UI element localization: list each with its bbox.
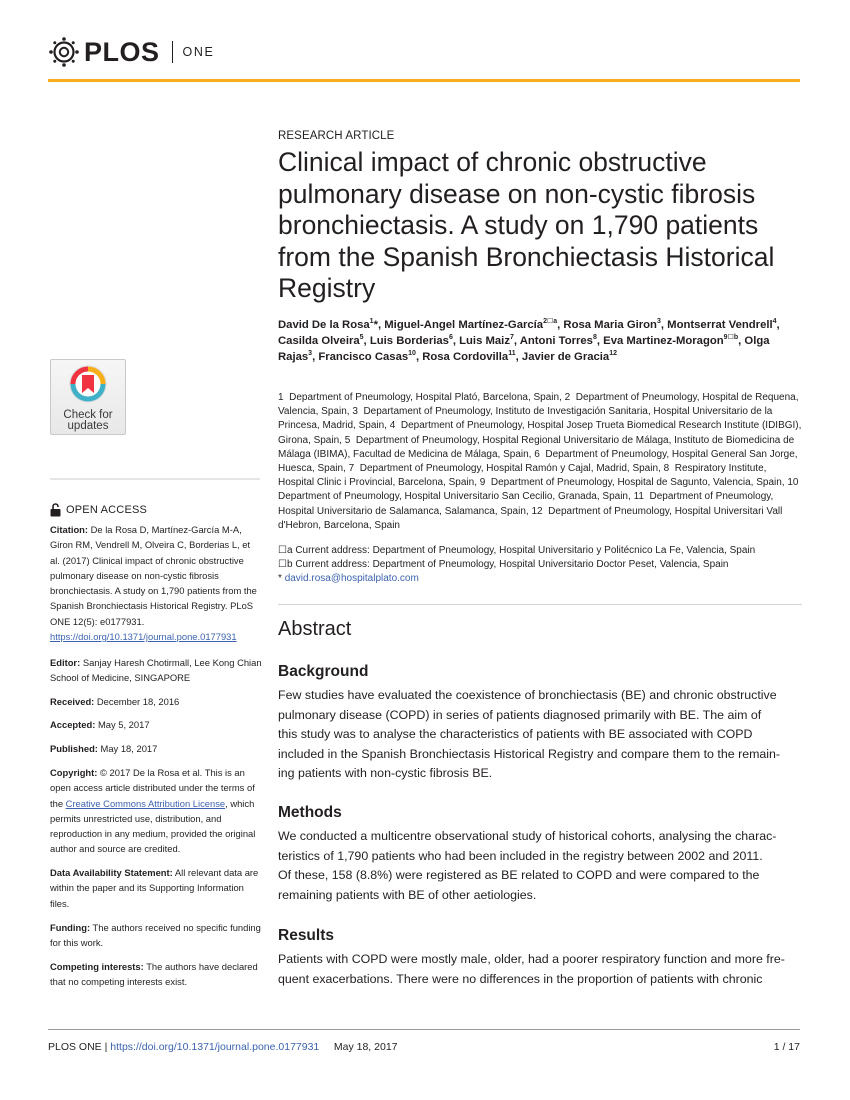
copyright-text-end: , which permits unrestricted use, distribution, and reproduction in any medium, provided the original author and source are credited. — [50, 797, 256, 855]
text-line: Few studies have evaluated the coexistence of bronchiectasis (BE) and chronic obstructive — [278, 688, 777, 702]
affiliation-number: 5 — [344, 434, 351, 446]
received-date: December 18, 2016 — [96, 696, 180, 707]
open-access-label — [50, 503, 147, 517]
author-name: Miguel-Angel Martínez-García — [384, 319, 544, 331]
current-addresses — [278, 544, 802, 587]
funding-block — [50, 920, 262, 951]
affiliation-text: Department of Pneumology, Hospital Ramón y Cajal, Madrid, Spain, — [359, 463, 661, 475]
author-affiliation-ref: 5 — [359, 333, 364, 341]
text-line: We conducted a multicentre observational study of historical cohorts, analysing the charac- — [278, 829, 777, 843]
editor-block — [50, 655, 262, 686]
text-line: quent exacerbations. There were no differences in the proportion of patients with chronic — [278, 971, 763, 986]
logo-divider — [172, 41, 173, 63]
header-rule — [48, 79, 800, 82]
results-heading: Results — [278, 927, 334, 944]
funding-label: Funding: — [50, 922, 91, 933]
affiliation-text: Department of Pneumology, Hospital Josep Trueta Biomedical Research Institute (IDIBGI), Girona, Spain, — [278, 420, 802, 446]
author-name: Olga Rajas — [278, 334, 770, 363]
crossmark-label: Check for updates — [63, 409, 113, 432]
copyright-label: Copyright: — [50, 767, 98, 778]
author-affiliation-ref: 10 — [408, 349, 416, 357]
citation-text: De la Rosa D, Martínez-García M-A, Giron RM, Vendrell M, Olveira C, Borderias L, et al. (2017) Clinical impact of chronic obstructive pulmonary disease on non-cystic fibrosis bronchiectasis. A study on 1,790 patients from the Spanish Bronchiectasis Historical Registry. PLoS ONE 12(5): e0177931. — [50, 524, 257, 627]
author-name: Francisco Casas — [318, 350, 409, 363]
page-number: 1 / 17 — [773, 1041, 800, 1053]
accepted-date: May 5, 2017 — [97, 719, 150, 730]
author-name: Javier de Gracia — [521, 350, 610, 363]
author-name: Rosa Cordovilla — [422, 350, 509, 363]
footer-doi-link[interactable]: https://doi.org/10.1371/journal.pone.0177931 — [110, 1041, 320, 1053]
data-availability-block — [50, 865, 262, 911]
author-name: Montserrat Vendrell — [667, 319, 773, 331]
author-affiliation-ref: 12 — [609, 349, 618, 357]
author-name: David De la Rosa — [278, 319, 370, 331]
affiliation-text: Department of Pneumology, Hospital Universitario de Salamanca, Salamanca, Spain, — [278, 491, 774, 517]
author-name: Antoni Torres — [519, 334, 593, 347]
affiliation-number: 8 — [663, 463, 670, 475]
background-heading: Background — [278, 663, 369, 680]
competing-interests-block — [50, 959, 262, 990]
citation-label: Citation: — [50, 524, 89, 535]
affiliation-text: Departament of Pneumology, Instituto de Investigación Sanitaria, Hospital Universitario de la Princesa, Madrid, Spain, — [278, 406, 773, 432]
affiliation-text: Department of Pneumology, Hospital Universitari Vall d'Hebron, Barcelona, Spain — [278, 505, 783, 531]
text-line: included in the Spanish Bronchiectasis Historical Registry and compare them to the remain- — [278, 746, 781, 761]
text-line: Of these, 158 (8.8%) were registered as BE related to COPD and were compared to the — [278, 868, 760, 883]
plos-mark-icon — [48, 36, 80, 68]
affiliation-number: 1 — [278, 392, 284, 403]
text-line: Patients with COPD were mostly male, older, had a poorer respiratory function and more fre- — [278, 952, 785, 966]
received-label: Received: — [50, 696, 95, 707]
footer-rule — [48, 1029, 800, 1030]
corresponding-email — [278, 572, 802, 586]
text-line: this study was to analyse the characteristics of patients with BE associated with COPD — [278, 727, 753, 742]
affiliation-text: Department of Pneumology, Hospital Regional Universitario de Málaga, Instituto de Biomedicina de Málaga (IBIMA), Facultad de Medicina de Málaga, Spain, — [278, 434, 795, 460]
crossmark-icon — [68, 364, 108, 404]
data-availability-text: All relevant data are within the paper and its Supporting Information files. — [50, 867, 259, 909]
publisher-name: PLOS — [84, 36, 160, 67]
license-link[interactable]: Creative Commons Attribution License — [65, 797, 226, 809]
text-line: remaining patients with BE of other aetiologies. — [278, 887, 537, 902]
accepted-block — [50, 717, 262, 732]
affiliation-text: Department of Pneumology, Hospital General San Jorge, Huesca, Spain, — [278, 448, 798, 475]
copyright-block — [50, 765, 262, 857]
author-list: David De la Rosa$^1$*, Miguel-Angel Martínez-García$^{2☐a}$, Rosa Maria Giron$^3$, Montserrat Vendrell$^4$, Casilda Olveira$^5$, Luis Borderias$^6$, Luis Maiz$^7$, Antoni Torres$^8$, Eva Martinez-Moragon$^{9☐b}$, Olga Rajas$^3$, Francisco Casas$^{10}$, Rosa Cordovilla$^{11}$, Javier de Gracia$^{12}$ — [278, 318, 780, 363]
footer-date: May 18, 2017 — [333, 1041, 398, 1053]
competing-interests-label: Competing interests: — [50, 961, 144, 972]
author-affiliation-ref: 6 — [448, 333, 453, 341]
check-for-updates-badge[interactable] — [50, 359, 126, 435]
page-footer — [48, 1041, 398, 1053]
author-name: Eva Martinez-Moragon — [603, 334, 724, 347]
affiliation-number: 10 — [787, 477, 799, 489]
affiliation-number: 7 — [348, 463, 355, 475]
data-availability-label: Data Availability Statement: — [50, 867, 173, 878]
author-name: Rosa Maria Giron — [563, 319, 657, 331]
results-text — [278, 950, 802, 989]
author-affiliation-ref: 3 — [308, 349, 313, 357]
author-name: Casilda Olveira — [278, 334, 360, 347]
author-affiliation-ref: 9☐b — [723, 333, 739, 341]
author-affiliation-ref: 2☐a — [543, 318, 558, 325]
citation-doi-link[interactable]: https://doi.org/10.1371/journal.pone.0177931 — [50, 631, 237, 643]
open-access-text: OPEN ACCESS — [66, 504, 148, 516]
author-affiliation-ref: 3 — [656, 318, 661, 325]
left-column-rule — [50, 478, 260, 480]
author-affiliation-ref: 11 — [508, 349, 516, 357]
affiliation-text: Department of Pneumology, Hospital de Sagunto, Valencia, Spain, — [490, 477, 785, 489]
accepted-label: Accepted: — [50, 719, 96, 730]
address-a-mark: ☐a — [278, 545, 293, 556]
affiliation-text: Department of Pneumology, Hospital Universitario San Cecilio, Granada, Spain, — [278, 491, 631, 503]
article-type: RESEARCH ARTICLE — [278, 130, 395, 142]
corresponding-author-mark: * — [373, 319, 378, 331]
background-text — [278, 686, 802, 784]
affiliation-number: 12 — [531, 505, 543, 517]
author-affiliation-ref: 4 — [772, 318, 777, 325]
copyright-text: © 2017 De la Rosa et al. This is an open access article distributed under the terms of the — [50, 767, 255, 809]
received-block — [50, 694, 262, 709]
methods-heading: Methods — [278, 804, 342, 821]
text-line: pulmonary disease (COPD) in series of patients diagnosed primarily with BE. The aim of — [278, 707, 762, 722]
text-line: teristics of 1,790 patients who had been included in the registry between 2002 and 2011. — [278, 848, 763, 863]
citation-block — [50, 522, 262, 644]
author-affiliation-ref: 1 — [369, 318, 374, 325]
editor-text: Sanjay Haresh Chotirmall, Lee Kong Chian School of Medicine, SINGAPORE — [50, 657, 262, 684]
affiliation-number: 4 — [389, 420, 396, 432]
published-block — [50, 741, 262, 756]
plos-logo[interactable] — [48, 36, 214, 68]
author-affiliation-ref: 8 — [592, 333, 597, 341]
address-a — [278, 544, 802, 558]
competing-interests-text: The authors have declared that no competing interests exist. — [50, 961, 258, 988]
author-name: Luis Maiz — [459, 334, 510, 347]
email-link[interactable]: david.rosa@hospitalplato.com — [284, 573, 419, 585]
abstract-rule — [278, 604, 802, 605]
affiliations — [278, 391, 802, 533]
address-b — [278, 558, 802, 572]
methods-text — [278, 827, 802, 905]
email-mark: * — [278, 573, 282, 585]
author-name: Luis Borderias — [369, 334, 449, 347]
abstract-heading: Abstract — [278, 618, 352, 640]
affiliation-text: Respiratory Institute, Hospital Clinic i Provincial, Barcelona, Spain, — [278, 463, 767, 489]
affiliation-number: 9 — [479, 477, 486, 489]
affiliation-text: Department of Pneumology, Hospital de Requena, Valencia, Spain, — [278, 392, 799, 418]
text-line: ing patients with non-cystic fibrosis BE. — [278, 766, 493, 781]
journal-name: ONE — [182, 45, 215, 59]
funding-text: The authors received no specific funding for this work. — [50, 922, 261, 949]
affiliation-number: 3 — [352, 406, 358, 418]
published-label: Published: — [50, 743, 98, 754]
affiliation-number: 6 — [534, 448, 540, 460]
affiliation-text: Department of Pneumology, Hospital Plató, Barcelona, Spain, — [289, 392, 562, 403]
editor-label: Editor: — [50, 657, 81, 668]
published-date: May 18, 2017 — [100, 743, 158, 754]
address-a-text: Current address: Department of Pneumology, Hospital Universitario y Politécnico La Fe, Valencia, Spain — [295, 545, 756, 556]
open-lock-icon — [50, 503, 61, 517]
affiliation-number: 11 — [633, 491, 644, 503]
address-b-text: Current address: Department of Pneumology, Hospital Universitario Doctor Peset, Valencia, Spain — [295, 559, 729, 571]
footer-journal: PLOS ONE | — [48, 1041, 108, 1053]
address-b-mark: ☐b — [278, 559, 293, 571]
article-title: Clinical impact of chronic obstructive pulmonary disease on non-cystic fibrosis bronchiectasis. A study on 1,790 patients from the Spanish Bronchiectasis Historical Registry — [278, 147, 775, 303]
affiliation-number: 2 — [564, 392, 571, 403]
author-affiliation-ref: 7 — [509, 333, 514, 341]
